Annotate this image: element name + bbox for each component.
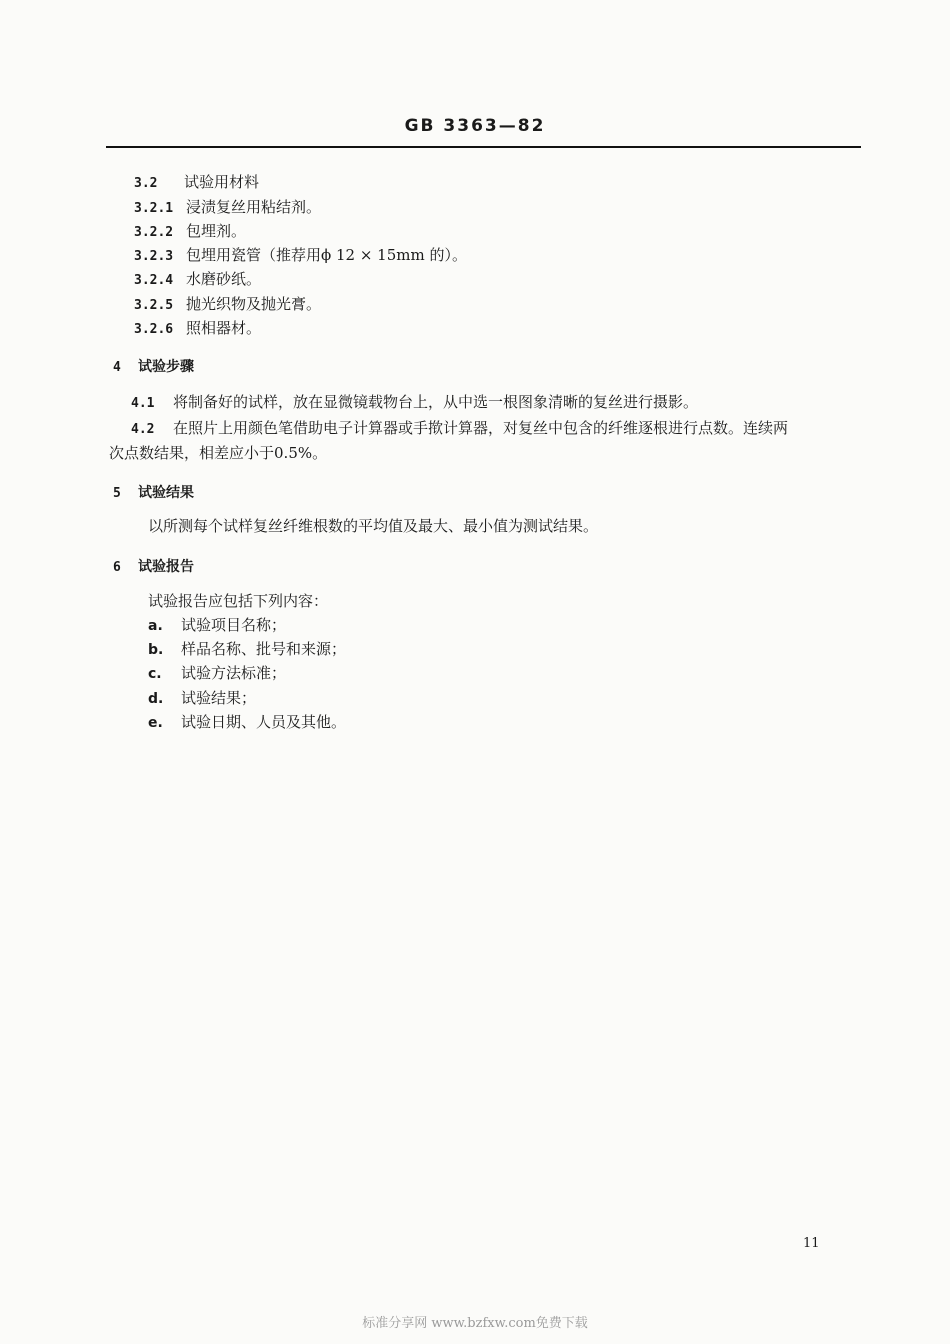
list-item (148, 688, 256, 709)
paragraph-4-1 (131, 392, 698, 414)
item-label: e. (148, 715, 163, 731)
item-number: 4.1 (131, 396, 155, 411)
section-number: 6 (113, 560, 121, 575)
item-text: 包埋用瓷管（推荐用ϕ 12 × 15mm 的）。 (186, 246, 467, 264)
list-item (134, 269, 261, 291)
page-number: 11 (803, 1236, 820, 1251)
section-6-heading (113, 556, 194, 578)
item-number: 3.2.4 (134, 273, 174, 288)
item-label: d. (148, 691, 164, 707)
section-title: 试验步骤 (138, 359, 194, 375)
item-text: 将制备好的试样，放在显微镜载物台上，从中选一根图象清晰的复丝进行摄影。 (173, 393, 699, 411)
footer-watermark: 标准分享网 www.bzfxw.com免费下载 (362, 1316, 588, 1331)
item-number: 3.2.3 (134, 249, 174, 264)
section-6-intro: 试验报告应包括下列内容： (148, 592, 329, 610)
list-item (134, 197, 321, 219)
item-number: 4.2 (131, 422, 155, 437)
list-item (134, 245, 467, 267)
standard-code-header: GB 3363—82 (404, 116, 546, 136)
paragraph-4-2 (131, 418, 788, 440)
item-text: 试验结果； (181, 689, 257, 707)
item-label: a. (148, 618, 163, 634)
section-number: 4 (113, 360, 121, 375)
item-text: 水磨砂纸。 (186, 270, 262, 288)
item-label: c. (148, 666, 162, 682)
paragraph-4-2-continued (109, 443, 327, 463)
item-number: 3.2.1 (134, 201, 174, 216)
item-text: 抛光织物及抛光膏。 (186, 295, 322, 313)
item-number: 3.2.2 (134, 225, 174, 240)
list-item (148, 663, 286, 684)
section-title: 试验结果 (138, 485, 194, 501)
item-text-line1: 在照片上用颜色笔借助电子计算器或手揿计算器，对复丝中包含的纤维逐根进行点数。连续两 (173, 419, 789, 437)
item-text: 浸渍复丝用粘结剂。 (186, 198, 322, 216)
list-item (134, 221, 246, 243)
list-item (134, 318, 261, 340)
item-text-line2: 次点数结果，相差应小于0.5%。 (109, 444, 328, 462)
section-title: 试验用材料 (184, 173, 260, 191)
item-text: 试验项目名称； (181, 616, 287, 634)
section-title: 试验报告 (138, 559, 194, 575)
item-text: 试验日期、人员及其他。 (181, 713, 347, 731)
item-text: 包埋剂。 (186, 222, 247, 240)
list-item (148, 712, 346, 733)
item-label: b. (148, 642, 164, 658)
section-5-text: 以所测每个试样复丝纤维根数的平均值及最大、最小值为测试结果。 (148, 517, 599, 535)
list-item (134, 294, 321, 316)
item-number: 3.2.6 (134, 322, 174, 337)
list-item (148, 639, 346, 660)
item-text: 样品名称、批号和来源； (181, 640, 347, 658)
item-text: 照相器材。 (186, 319, 262, 337)
header-rule (106, 146, 861, 148)
section-number: 5 (113, 486, 121, 501)
section-number: 3.2 (134, 176, 158, 191)
section-4-heading (113, 356, 194, 378)
list-item (148, 615, 286, 636)
section-3-2-heading (134, 172, 259, 194)
section-5-heading (113, 482, 194, 504)
item-number: 3.2.5 (134, 298, 174, 313)
item-text: 试验方法标准； (181, 664, 287, 682)
